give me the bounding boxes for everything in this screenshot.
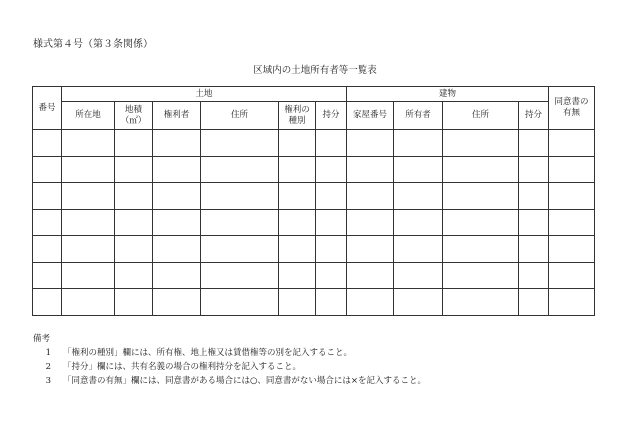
table-cell[interactable]	[153, 262, 201, 289]
document-title: 区域内の土地所有者等一覧表	[253, 65, 377, 76]
table-cell[interactable]	[549, 236, 595, 263]
table-cell[interactable]	[115, 156, 153, 183]
table-cell[interactable]	[33, 209, 62, 236]
table-cell[interactable]	[62, 130, 115, 157]
table-cell[interactable]	[347, 130, 394, 157]
table-cell[interactable]	[201, 262, 279, 289]
header-number: 番号	[33, 87, 62, 130]
note-text: 「持分」欄には、共有名義の場合の権利持分を記入すること。	[63, 362, 302, 372]
table-cell[interactable]	[394, 156, 443, 183]
table-cell[interactable]	[549, 289, 595, 316]
table-cell[interactable]	[394, 236, 443, 263]
table-cell[interactable]	[347, 289, 394, 316]
table-row	[33, 262, 595, 289]
table-cell[interactable]	[279, 289, 316, 316]
table-cell[interactable]	[33, 183, 62, 210]
header-building-address: 住所	[443, 102, 519, 130]
table-cell[interactable]	[62, 156, 115, 183]
table-cell[interactable]	[549, 209, 595, 236]
table-cell[interactable]	[549, 262, 595, 289]
table-cell[interactable]	[279, 130, 316, 157]
table-cell[interactable]	[347, 156, 394, 183]
header-land-location: 所在地	[62, 102, 115, 130]
table-row	[33, 156, 595, 183]
table-cell[interactable]	[201, 130, 279, 157]
table-cell[interactable]	[316, 289, 347, 316]
header-land-right-type	[279, 102, 316, 130]
table-cell[interactable]	[153, 156, 201, 183]
table-cell[interactable]	[519, 183, 549, 210]
table-cell[interactable]	[519, 289, 549, 316]
table-cell[interactable]	[279, 156, 316, 183]
header-row-groups	[33, 87, 595, 102]
table-cell[interactable]	[153, 289, 201, 316]
note-item	[33, 346, 426, 360]
table-body	[33, 130, 595, 316]
table-cell[interactable]	[443, 156, 519, 183]
table-cell[interactable]	[115, 236, 153, 263]
table-cell[interactable]	[62, 183, 115, 210]
table-cell[interactable]	[201, 183, 279, 210]
note-number: 1	[45, 348, 51, 358]
header-building-house-number: 家屋番号	[347, 102, 394, 130]
table-cell[interactable]	[394, 183, 443, 210]
header-land-area-label: 地積（㎡）	[120, 104, 147, 126]
table-cell[interactable]	[443, 262, 519, 289]
table-cell[interactable]	[201, 236, 279, 263]
table-cell[interactable]	[347, 236, 394, 263]
header-land-right-type-label: 権利の種別	[284, 104, 310, 126]
table-cell[interactable]	[549, 156, 595, 183]
table-cell[interactable]	[279, 262, 316, 289]
table-cell[interactable]	[201, 156, 279, 183]
note-text: 「権利の種別」欄には、所有権、地上権又は賃借権等の別を記入すること。	[63, 348, 353, 358]
table-row	[33, 130, 595, 157]
table-cell[interactable]	[115, 130, 153, 157]
header-land-area	[115, 102, 153, 130]
table-cell[interactable]	[62, 289, 115, 316]
table-cell[interactable]	[443, 183, 519, 210]
table-cell[interactable]	[153, 236, 201, 263]
table-cell[interactable]	[519, 156, 549, 183]
table-cell[interactable]	[316, 209, 347, 236]
table-cell[interactable]	[33, 262, 62, 289]
table-cell[interactable]	[316, 262, 347, 289]
note-number: 3	[45, 376, 51, 386]
header-row-columns	[33, 102, 595, 130]
header-building-owner: 所有者	[394, 102, 443, 130]
table-cell[interactable]	[443, 130, 519, 157]
header-building-share: 持分	[519, 102, 549, 130]
table-cell[interactable]	[519, 262, 549, 289]
table-cell[interactable]	[33, 236, 62, 263]
table-cell[interactable]	[115, 209, 153, 236]
table-row	[33, 183, 595, 210]
table-cell[interactable]	[115, 289, 153, 316]
table-cell[interactable]	[153, 130, 201, 157]
table-cell[interactable]	[394, 262, 443, 289]
table-cell[interactable]	[33, 289, 62, 316]
header-building: 建物	[347, 87, 549, 102]
table-cell[interactable]	[279, 236, 316, 263]
form-number: 様式第４号（第３条関係）	[33, 39, 153, 50]
table-cell[interactable]	[519, 236, 549, 263]
table-cell[interactable]	[394, 209, 443, 236]
table-cell[interactable]	[62, 262, 115, 289]
note-item	[33, 360, 426, 374]
header-land-address: 住所	[201, 102, 279, 130]
header-consent	[549, 87, 595, 130]
table-cell[interactable]	[115, 183, 153, 210]
table-cell[interactable]	[316, 236, 347, 263]
table-cell[interactable]	[443, 236, 519, 263]
table-cell[interactable]	[33, 130, 62, 157]
table-cell[interactable]	[347, 262, 394, 289]
header-land-share: 持分	[316, 102, 347, 130]
table-cell[interactable]	[153, 183, 201, 210]
landowner-table	[32, 86, 595, 316]
header-land: 土地	[62, 87, 347, 102]
note-number: 2	[45, 362, 51, 372]
table-cell[interactable]	[279, 209, 316, 236]
table-cell[interactable]	[115, 262, 153, 289]
table-row	[33, 236, 595, 263]
table-cell[interactable]	[347, 183, 394, 210]
header-land-rights-holder: 権利者	[153, 102, 201, 130]
table-row	[33, 209, 595, 236]
table-cell[interactable]	[62, 209, 115, 236]
table-cell[interactable]	[153, 209, 201, 236]
table-cell[interactable]	[519, 130, 549, 157]
table-cell[interactable]	[443, 209, 519, 236]
notes-section	[33, 332, 426, 388]
table-cell[interactable]	[33, 156, 62, 183]
table-cell[interactable]	[549, 130, 595, 157]
table-cell[interactable]	[443, 289, 519, 316]
table-cell[interactable]	[549, 183, 595, 210]
table-cell[interactable]	[519, 209, 549, 236]
table-cell[interactable]	[316, 130, 347, 157]
table-cell[interactable]	[394, 130, 443, 157]
table-cell[interactable]	[347, 209, 394, 236]
table-cell[interactable]	[62, 236, 115, 263]
notes-heading: 備考	[33, 334, 51, 344]
table-cell[interactable]	[316, 156, 347, 183]
table-cell[interactable]	[394, 289, 443, 316]
table-row	[33, 289, 595, 316]
table-cell[interactable]	[316, 183, 347, 210]
table-cell[interactable]	[201, 209, 279, 236]
table-cell[interactable]	[201, 289, 279, 316]
table-cell[interactable]	[279, 183, 316, 210]
header-consent-label: 同意書の有無	[554, 97, 589, 118]
note-text: 「同意書の有無」欄には、同意書がある場合には○、同意書がない場合には×を記入すること。	[63, 376, 427, 386]
note-item	[33, 374, 426, 388]
